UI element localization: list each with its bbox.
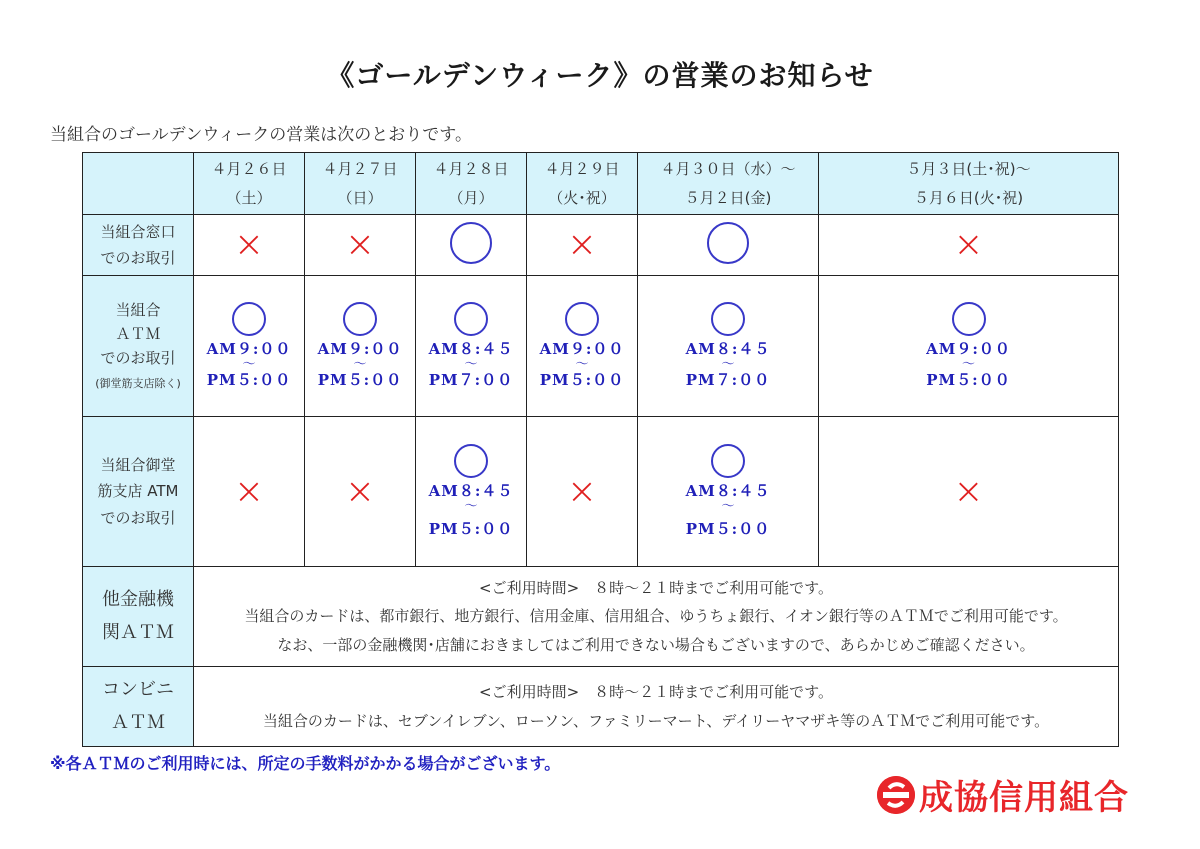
intro-text: 当組合のゴールデンウィークの営業は次のとおりです。 — [50, 125, 472, 145]
convenience-row — [83, 667, 1119, 747]
header-weekday: （日） — [337, 188, 383, 207]
closed-cross-icon: × — [344, 224, 376, 265]
header-corner — [83, 153, 194, 215]
close-time: PM５:００ — [317, 370, 403, 389]
row-label-line: 関ＡＴＭ — [102, 621, 174, 643]
row-label-note: (御堂筋支店除く) — [95, 377, 181, 390]
row-label-line: コンビニ — [102, 679, 174, 701]
header-day-1 — [194, 153, 305, 215]
tilde: ～ — [353, 357, 367, 373]
status-cell — [416, 215, 527, 276]
header-weekday: （土） — [226, 188, 272, 207]
tilde: ～ — [464, 498, 478, 514]
closed-cross-icon: × — [233, 470, 265, 512]
row-label-convenience — [83, 667, 194, 747]
row-label-line: 当組合御堂 — [100, 456, 176, 475]
header-day-2 — [305, 153, 416, 215]
status-cell — [305, 215, 416, 276]
note-line: 当組合のカードは、都市銀行、地方銀行、信用金庫、信用組合、ゆうちょ銀行、イオン銀行等のＡＴＭでご利用可能です。 — [244, 607, 1068, 626]
header-day-6 — [819, 153, 1119, 215]
note-line: なお、一部の金融機関･店舗におきましてはご利用できない場合もございますので、あらかじめご確認ください。 — [277, 635, 1035, 654]
note-line: <ご利用時間> ８時～２１時までご利用可能です。 — [479, 683, 833, 701]
header-date: ４月３０日（水）～ — [660, 160, 796, 178]
open-circle-icon — [711, 302, 745, 336]
header-date: ５月３日(土･祝)～ — [906, 160, 1031, 178]
open-time: AM９:００ — [539, 340, 625, 359]
other-banks-row — [83, 567, 1119, 667]
row-label-line: 他金融機 — [102, 589, 174, 611]
status-cell — [819, 417, 1119, 567]
hours-cell — [416, 417, 527, 567]
open-circle-icon — [232, 302, 266, 336]
header-day-3 — [416, 153, 527, 215]
note-line: <ご利用時間> ８時～２１時までご利用可能です。 — [479, 578, 833, 597]
open-time: AM９:００ — [317, 340, 403, 359]
schedule-table — [82, 152, 1119, 747]
hours-cell — [416, 276, 527, 417]
tilde: ～ — [721, 498, 735, 514]
row-label-line: 当組合窓口 — [100, 222, 176, 241]
row-label-line: でのお取引 — [100, 249, 176, 267]
close-time: PM５:００ — [685, 520, 771, 539]
status-cell — [194, 417, 305, 567]
page-title: 《ゴールデンウィーク》の営業のお知らせ — [326, 59, 874, 92]
open-circle-icon — [565, 302, 599, 336]
header-date: ４月２９日 — [544, 160, 620, 178]
row-label-line: でのお取引 — [100, 349, 176, 367]
close-time: PM７:００ — [685, 370, 771, 389]
header-date: ４月２７日 — [322, 160, 398, 178]
closed-cross-icon: × — [566, 470, 598, 512]
open-circle-icon — [952, 302, 986, 336]
open-circle-icon — [454, 302, 488, 336]
status-cell — [527, 215, 638, 276]
credit-union-mark-icon — [877, 776, 915, 814]
status-cell — [819, 215, 1119, 276]
close-time: PM５:００ — [206, 370, 292, 389]
tilde: ～ — [242, 357, 256, 373]
tilde: ～ — [721, 357, 735, 373]
closed-cross-icon: × — [953, 470, 984, 512]
open-time: AM８:４５ — [685, 481, 771, 500]
row-label-line: ＡＴＭ — [111, 711, 165, 733]
tilde: ～ — [575, 357, 589, 373]
open-time: AM９:００ — [926, 340, 1011, 359]
closed-cross-icon: × — [233, 224, 265, 265]
row-label-line: 筋支店 ATM — [97, 482, 179, 501]
status-cell — [305, 417, 416, 567]
status-cell — [638, 215, 819, 276]
closed-cross-icon: × — [344, 470, 376, 512]
tilde: ～ — [961, 357, 975, 373]
open-time: AM９:００ — [206, 340, 292, 359]
row-label-atm — [83, 276, 194, 417]
header-date: ４月２８日 — [433, 160, 509, 178]
other-banks-note — [194, 567, 1119, 667]
header-weekday: ５月２日(金) — [684, 188, 772, 207]
open-time: AM８:４５ — [428, 340, 514, 359]
row-label-midosuji — [83, 417, 194, 567]
open-circle-icon — [707, 222, 749, 264]
open-circle-icon — [343, 302, 377, 336]
row-label-line: でのお取引 — [100, 508, 176, 527]
hours-cell — [638, 276, 819, 417]
header-date: ４月２６日 — [211, 160, 287, 178]
hours-cell — [194, 276, 305, 417]
open-circle-icon — [450, 222, 492, 264]
midosuji-atm-row — [83, 417, 1119, 567]
row-label-other-banks — [83, 567, 194, 667]
hours-cell — [819, 276, 1119, 417]
convenience-note — [194, 667, 1119, 747]
close-time: PM７:００ — [428, 370, 514, 389]
header-weekday: （火･祝） — [548, 188, 616, 207]
fee-footnote: ※各ＡＴＭのご利用時には、所定の手数料がかかる場合がございます。 — [50, 754, 561, 773]
open-circle-icon — [454, 444, 488, 478]
close-time: PM５:００ — [926, 370, 1011, 389]
hours-cell — [638, 417, 819, 567]
header-day-4 — [527, 153, 638, 215]
open-circle-icon — [711, 444, 745, 478]
header-day-5 — [638, 153, 819, 215]
closed-cross-icon: × — [566, 224, 598, 265]
close-time: PM５:００ — [428, 520, 514, 539]
closed-cross-icon: × — [953, 224, 984, 265]
hours-cell — [527, 276, 638, 417]
header-row — [83, 153, 1119, 215]
close-time: PM５:００ — [539, 370, 625, 389]
atm-row — [83, 276, 1119, 417]
logo — [877, 770, 1129, 819]
status-cell — [194, 215, 305, 276]
counter-row — [83, 215, 1119, 276]
logo-name: 成協信用組合 — [919, 778, 1129, 818]
row-label-line: 当組合 — [115, 301, 161, 319]
open-time: AM８:４５ — [428, 481, 514, 500]
open-time: AM８:４５ — [685, 340, 771, 359]
status-cell — [527, 417, 638, 567]
row-label-line: ＡＴＭ — [115, 325, 161, 343]
row-label-counter — [83, 215, 194, 276]
header-weekday: ５月６日(火･祝) — [913, 188, 1024, 207]
hours-cell — [305, 276, 416, 417]
header-weekday: （月） — [448, 188, 494, 207]
note-line: 当組合のカードは、セブンイレブン、ローソン、ファミリーマート、デイリーヤマザキ等のＡＴＭでご利用可能です。 — [262, 711, 1050, 730]
tilde: ～ — [464, 357, 478, 373]
